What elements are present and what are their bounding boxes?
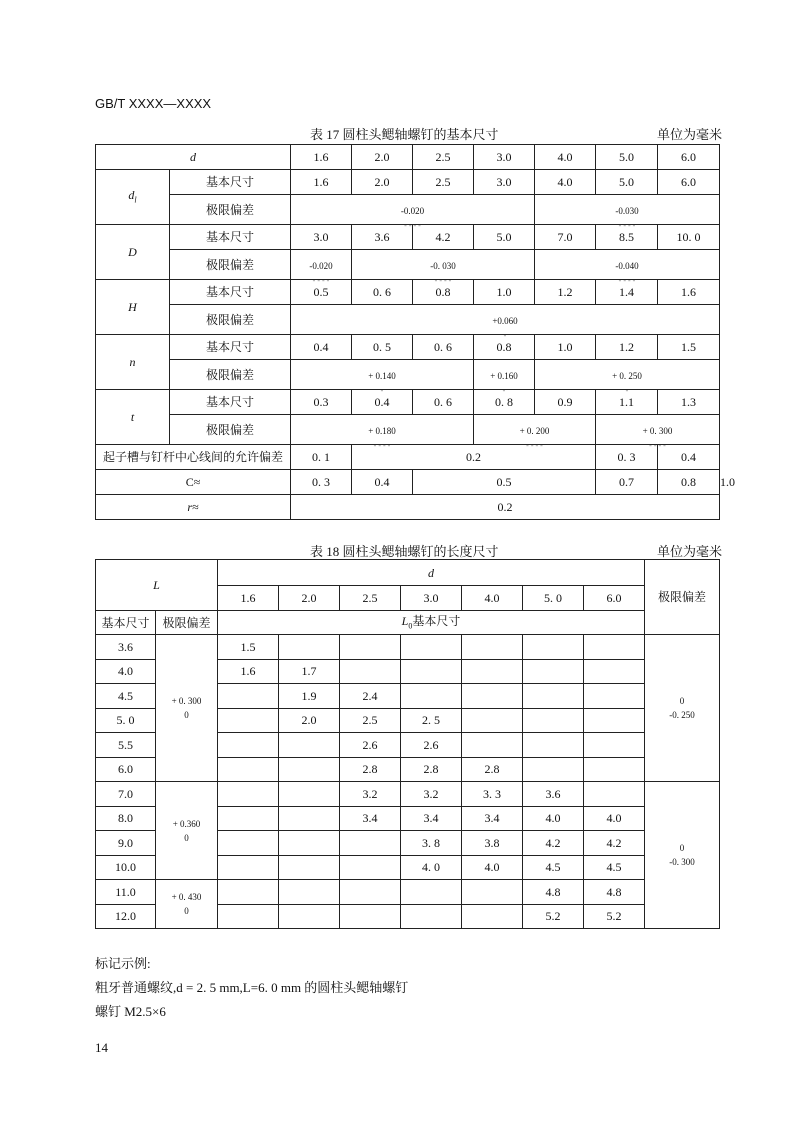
L0-cell xyxy=(584,684,645,709)
table18-unit: 单位为毫米 xyxy=(656,544,722,559)
L0-cell: 1.7 xyxy=(279,659,340,684)
L-basic: 11.0 xyxy=(96,880,156,905)
r-value: 0.2 xyxy=(291,495,720,520)
d-value: 3.0 xyxy=(474,145,535,170)
D-tolerance: -0.020 - - - - xyxy=(291,250,352,280)
H-basic: 1.6 xyxy=(658,280,720,305)
C-value: 0.4 xyxy=(352,470,413,495)
L0-cell: 4.5 xyxy=(584,855,645,880)
L-basic: 6.0 xyxy=(96,757,156,782)
d-value: 2.5 xyxy=(413,145,474,170)
L0-cell xyxy=(279,782,340,807)
C-value: 0.8 xyxy=(658,470,720,495)
H-basic: 1.2 xyxy=(535,280,596,305)
d1-tolerance: -0.030 - - - - xyxy=(535,195,720,225)
L0-cell xyxy=(401,659,462,684)
r-row-label: r≈ xyxy=(96,495,291,520)
t-basic: 0.9 xyxy=(535,390,596,415)
L0-cell xyxy=(218,855,279,880)
n-basic: 0.4 xyxy=(291,335,352,360)
L0-cell: 2.6 xyxy=(401,733,462,758)
L0-cell xyxy=(584,782,645,807)
C-value: 0.7 xyxy=(596,470,658,495)
n-basic: 0. 6 xyxy=(413,335,474,360)
L0-cell: 2. 5 xyxy=(401,708,462,733)
L0-cell xyxy=(584,659,645,684)
L0-cell: 2.8 xyxy=(401,757,462,782)
page-number: 14 xyxy=(95,1040,108,1055)
table18 xyxy=(95,559,720,929)
L-basic: 4.5 xyxy=(96,684,156,709)
L0-cell xyxy=(279,806,340,831)
n-basic: 0.8 xyxy=(474,335,535,360)
L-basic: 8.0 xyxy=(96,806,156,831)
d-value: 1.6 xyxy=(291,145,352,170)
L0-cell xyxy=(279,635,340,660)
L0-cell xyxy=(584,733,645,758)
d-value: 4.0 xyxy=(535,145,596,170)
D-basic: 3.0 xyxy=(291,225,352,250)
d-header: d xyxy=(96,145,291,170)
t-basic: 0.4 xyxy=(352,390,413,415)
tolerance-label: 极限偏差 xyxy=(170,415,291,445)
d1-basic: 5.0 xyxy=(596,170,658,195)
L0-cell: 4.0 xyxy=(523,806,584,831)
L0-cell xyxy=(340,659,401,684)
d1-row-label: $d_l$ xyxy=(96,170,170,225)
L0-cell: 2.5 xyxy=(340,708,401,733)
L-basic: 12.0 xyxy=(96,904,156,929)
marking-example-description: 粗牙普通螺纹,d = 2. 5 mm,L=6. 0 mm 的圆柱头鳃轴螺钉 xyxy=(95,980,409,995)
slot-deviation-value: 0.2 xyxy=(352,445,596,470)
L0-cell: 1.6 xyxy=(218,659,279,684)
L0-cell: 3. 8 xyxy=(401,831,462,856)
L0-cell: 1.5 xyxy=(218,635,279,660)
L0-cell xyxy=(523,684,584,709)
L0-cell: 5.2 xyxy=(523,904,584,929)
table18-caption: 表 18 圆柱头鳃轴螺钉的长度尺寸 xyxy=(310,544,499,559)
t-basic: 0.3 xyxy=(291,390,352,415)
H-row-label: H xyxy=(96,280,170,335)
d-header: d xyxy=(218,560,645,586)
L-tolerance: + 0. 300 0 xyxy=(156,635,218,782)
d-value: 3.0 xyxy=(401,586,462,611)
d-value: 2.0 xyxy=(279,586,340,611)
t-tolerance: + 0. 200 - - - - xyxy=(474,415,596,445)
L0-cell: 2.0 xyxy=(279,708,340,733)
L0-cell xyxy=(340,904,401,929)
L0-tolerance: 0 -0. 300 xyxy=(645,782,720,929)
L0-cell xyxy=(523,659,584,684)
d1-basic: 2.5 xyxy=(413,170,474,195)
L0-cell: 5.2 xyxy=(584,904,645,929)
L0-cell: 3.4 xyxy=(340,806,401,831)
tolerance-label: 极限偏差 xyxy=(170,195,291,225)
L0-tolerance: 0 -0. 250 xyxy=(645,635,720,782)
H-basic: 1.4 xyxy=(596,280,658,305)
t-basic: 1.1 xyxy=(596,390,658,415)
L0-cell xyxy=(523,733,584,758)
L0-cell xyxy=(279,733,340,758)
n-row-label: n xyxy=(96,335,170,390)
n-basic: 1.2 xyxy=(596,335,658,360)
C-row-label: C≈ xyxy=(96,470,291,495)
L0-cell xyxy=(523,757,584,782)
L0-cell xyxy=(218,684,279,709)
t-tolerance: + 0.180 - - - - xyxy=(291,415,474,445)
d-value: 5. 0 xyxy=(523,586,584,611)
L0-cell xyxy=(218,904,279,929)
t-basic: 0. 8 xyxy=(474,390,535,415)
L0-cell xyxy=(279,855,340,880)
d-value: 5.0 xyxy=(596,145,658,170)
n-basic: 1.5 xyxy=(658,335,720,360)
L0-cell xyxy=(218,733,279,758)
L0-cell: 2.4 xyxy=(340,684,401,709)
L0-cell: 3.8 xyxy=(462,831,523,856)
d1-basic: 2.0 xyxy=(352,170,413,195)
marking-example-designation: 螺钉 M2.5×6 xyxy=(95,1004,166,1019)
L0-cell: 3.4 xyxy=(462,806,523,831)
L0-cell: 3.2 xyxy=(340,782,401,807)
d1-tolerance: -0.020 - - - - xyxy=(291,195,535,225)
d-value: 6.0 xyxy=(584,586,645,611)
L0-cell: 3. 3 xyxy=(462,782,523,807)
L0-cell: 2.8 xyxy=(462,757,523,782)
L0-cell: 2.6 xyxy=(340,733,401,758)
L0-cell xyxy=(462,659,523,684)
L-basic-header: 基本尺寸 xyxy=(96,611,156,635)
D-basic: 4.2 xyxy=(413,225,474,250)
L-basic: 3.6 xyxy=(96,635,156,660)
L0-cell xyxy=(584,635,645,660)
t-basic: 0. 6 xyxy=(413,390,474,415)
L0-cell xyxy=(279,757,340,782)
L-header: L xyxy=(96,560,218,611)
L0-cell: 4.8 xyxy=(523,880,584,905)
L0-cell xyxy=(584,757,645,782)
L0-cell xyxy=(218,782,279,807)
L-basic: 9.0 xyxy=(96,831,156,856)
C-value: 0.5 xyxy=(413,470,596,495)
L0-cell xyxy=(523,635,584,660)
L0-cell xyxy=(462,635,523,660)
C-value: 0. 3 xyxy=(291,470,352,495)
L-basic: 5. 0 xyxy=(96,708,156,733)
basic-size-label: 基本尺寸 xyxy=(170,335,291,360)
L0-basic-header: $L_0$基本尺寸 xyxy=(218,611,645,635)
D-basic: 7.0 xyxy=(535,225,596,250)
n-tolerance: + 0.160 - xyxy=(474,360,535,390)
slot-deviation-value: 0. 3 xyxy=(596,445,658,470)
L0-cell: 4.0 xyxy=(462,855,523,880)
D-basic: 3.6 xyxy=(352,225,413,250)
slot-deviation-value: 0. 1 xyxy=(291,445,352,470)
n-basic: 1.0 xyxy=(535,335,596,360)
d-value: 2.0 xyxy=(352,145,413,170)
L0-cell xyxy=(218,757,279,782)
L0-cell xyxy=(462,880,523,905)
t-row-label: t xyxy=(96,390,170,445)
L-basic: 4.0 xyxy=(96,659,156,684)
L0-cell xyxy=(279,880,340,905)
D-basic: 10. 0 xyxy=(658,225,720,250)
L0-cell xyxy=(340,831,401,856)
L0-cell xyxy=(340,855,401,880)
L0-cell xyxy=(462,684,523,709)
L0-cell xyxy=(401,904,462,929)
L0-cell xyxy=(279,904,340,929)
tolerance-label: 极限偏差 xyxy=(170,305,291,335)
L0-cell xyxy=(462,733,523,758)
slot-deviation-label: 起子槽与钉杆中心线间的允许偏差 xyxy=(96,445,291,470)
H-basic: 0. 6 xyxy=(352,280,413,305)
L0-cell: 3.6 xyxy=(523,782,584,807)
basic-size-label: 基本尺寸 xyxy=(170,170,291,195)
L0-cell xyxy=(401,635,462,660)
D-basic: 8.5 xyxy=(596,225,658,250)
L0-cell xyxy=(401,684,462,709)
H-basic: 0.8 xyxy=(413,280,474,305)
t-tolerance: + 0. 300 - - - - xyxy=(596,415,720,445)
d1-basic: 3.0 xyxy=(474,170,535,195)
L0-cell: 4.5 xyxy=(523,855,584,880)
table17: d 1.6 2.0 2.5 3.0 4.0 5.0 6.0 $d_l$ 基本尺寸 1.6 2.0 2.5 3.0 4.0 5.0 6.0 极限偏差 -0.020 - - - - -0.030 - - - - D 基本尺寸 3.0 3.6 4.2 5.0 7.0 8.5 10. 0 极限偏差 -0.020 - - - - -0. 030 - - - - -0.040 - - - - H 基本尺寸 0.5 0. 6 0.8 1.0 1.2 1.4 1.6 极限偏差 +0.060 - n 基本尺寸 0.4 0. 5 0. 6 0.8 1.0 1.2 1.5 极限偏差 + 0.140 - + 0.160 - + 0. 250 - t 基本尺寸 0.3 0.4 0. 6 0. 8 0.9 1.1 1.3 极限偏差 + 0.180 - - - - + 0. 200 - - - - + 0. 300 - - - - 起子槽与钉杆中心线间的允许偏差 0. 1 0.2 0. 3 0.4 C≈ 0. 3 0.4 0.5 0.7 0.8 1.0 r≈ 0.2 xyxy=(95,144,720,520)
L0-cell: 4.2 xyxy=(584,831,645,856)
L0-cell: 1.9 xyxy=(279,684,340,709)
L0-cell: 4.8 xyxy=(584,880,645,905)
L0-cell xyxy=(584,708,645,733)
d-value: 6.0 xyxy=(658,145,720,170)
L0-cell xyxy=(218,806,279,831)
d-value: 1.6 xyxy=(218,586,279,611)
L0-cell xyxy=(218,831,279,856)
L0-cell: 4.2 xyxy=(523,831,584,856)
d1-basic: 6.0 xyxy=(658,170,720,195)
basic-size-label: 基本尺寸 xyxy=(170,225,291,250)
L0-cell xyxy=(279,831,340,856)
L-tolerance: + 0.360 0 xyxy=(156,782,218,880)
L-basic: 5.5 xyxy=(96,733,156,758)
D-tolerance: -0. 030 - - - - xyxy=(352,250,535,280)
L0-cell xyxy=(462,904,523,929)
tolerance-label: 极限偏差 xyxy=(170,360,291,390)
L0-cell: 3.2 xyxy=(401,782,462,807)
H-basic: 0.5 xyxy=(291,280,352,305)
L0-cell: 4. 0 xyxy=(401,855,462,880)
L0-cell xyxy=(401,880,462,905)
table17-caption: 表 17 圆柱头鳃轴螺钉的基本尺寸 xyxy=(310,127,499,142)
L0-cell xyxy=(340,880,401,905)
D-tolerance: -0.040 - - - - xyxy=(535,250,720,280)
n-tolerance: + 0. 250 - xyxy=(535,360,720,390)
L-basic: 7.0 xyxy=(96,782,156,807)
slot-deviation-value: 0.4 xyxy=(658,445,720,470)
L0-cell: 3.4 xyxy=(401,806,462,831)
L0-cell xyxy=(523,708,584,733)
table17-unit: 单位为毫米 xyxy=(656,127,722,142)
D-row-label: D xyxy=(96,225,170,280)
H-basic: 1.0 xyxy=(474,280,535,305)
L-basic: 10.0 xyxy=(96,855,156,880)
L0-cell: 4.0 xyxy=(584,806,645,831)
d1-basic: 1.6 xyxy=(291,170,352,195)
d-value: 2.5 xyxy=(340,586,401,611)
n-basic: 0. 5 xyxy=(352,335,413,360)
L0-cell xyxy=(218,708,279,733)
basic-size-label: 基本尺寸 xyxy=(170,390,291,415)
n-tolerance: + 0.140 - xyxy=(291,360,474,390)
L0-cell: 2.8 xyxy=(340,757,401,782)
L0-cell xyxy=(462,708,523,733)
basic-size-label: 基本尺寸 xyxy=(170,280,291,305)
marking-example-heading: 标记示例: xyxy=(95,956,151,971)
L0-cell xyxy=(218,880,279,905)
L-tolerance: + 0. 430 0 xyxy=(156,880,218,929)
t-basic: 1.3 xyxy=(658,390,720,415)
H-tolerance: +0.060 - xyxy=(291,305,720,335)
D-basic: 5.0 xyxy=(474,225,535,250)
tolerance-label: 极限偏差 xyxy=(170,250,291,280)
d-value: 4.0 xyxy=(462,586,523,611)
document-header: GB/T XXXX—XXXX xyxy=(95,96,212,111)
L0-tolerance-header: 极限偏差 xyxy=(645,560,720,635)
L0-cell xyxy=(340,635,401,660)
L-tolerance-header: 极限偏差 xyxy=(156,611,218,635)
d1-basic: 4.0 xyxy=(535,170,596,195)
